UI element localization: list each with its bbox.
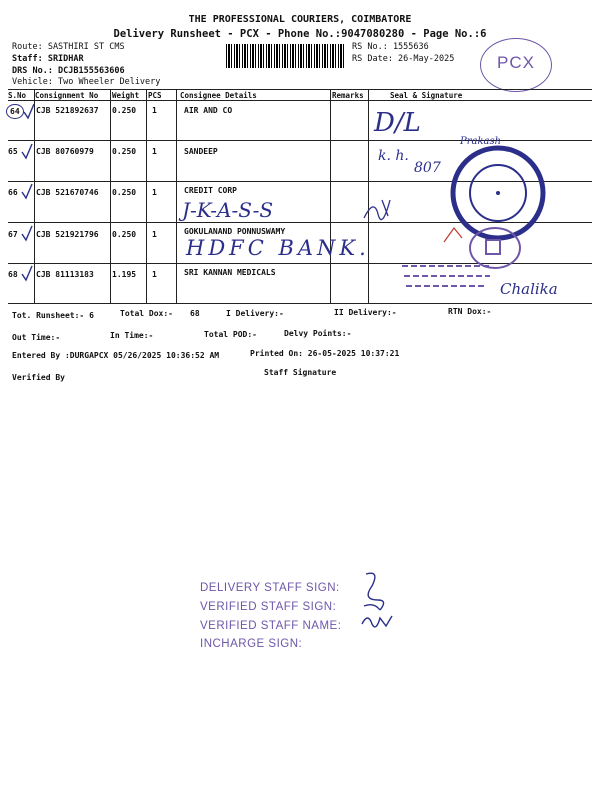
table-row-consignment: CJB 521921796 [36, 230, 99, 239]
out-time: Out Time:- [12, 333, 61, 342]
table-row-pcs: 1 [152, 188, 157, 197]
rtn-dox: RTN Dox:- [448, 307, 492, 316]
total-runsheet: Tot. Runsheet:- 6 [12, 311, 94, 320]
entered-by: Entered By :DURGAPCX 05/26/2025 10:36:52 AM [12, 351, 220, 360]
company-title: THE PROFESSIONAL COURIERS, COIMBATORE [188, 14, 412, 25]
total-pod: Total POD:- [204, 330, 257, 339]
staff-text: Staff: SRIDHAR [12, 54, 84, 64]
table-row-consignee: CREDIT CORP [184, 186, 237, 195]
table-row-weight: 0.250 [112, 188, 137, 197]
vehicle-text: Vehicle: Two Wheeler Delivery [12, 77, 161, 87]
header-consignee: Consignee Details [180, 91, 257, 100]
table-row-consignment: CJB 521892637 [36, 106, 99, 115]
table-row-pcs: 1 [152, 147, 157, 156]
signature-scribble-icon [360, 194, 400, 224]
printed-on: Printed On: 26-05-2025 10:37:21 [250, 349, 400, 358]
handwritten-number: 807 [414, 160, 441, 176]
table-row-consignment: CJB 521670746 [36, 188, 99, 197]
staff-signature-scribble-icon [356, 566, 412, 636]
header-remarks: Remarks [332, 91, 364, 100]
table-row-consignee: SANDEEP [184, 147, 218, 156]
handwritten-jkass: J-K-A-S-S [182, 198, 274, 222]
address-stamp-icon [398, 256, 498, 298]
verified-by: Verified By [12, 373, 65, 382]
handwritten-dl: D/L [374, 108, 421, 138]
stamp-incharge-sign: INCHARGE SIGN: [200, 638, 303, 650]
table-row-weight: 0.250 [112, 106, 137, 115]
drs-text: DRS No.: DCJB155563606 [12, 66, 125, 76]
stamp-delivery-staff-sign: DELIVERY STAFF SIGN: [200, 582, 340, 594]
handwritten-name: Prakash [460, 136, 502, 147]
table-row-sno: 66 [8, 188, 18, 197]
handwritten-hdfc: HDFC BANK. [186, 236, 370, 260]
table-row-consignment: CJB 80760979 [36, 147, 94, 156]
staff-signature-label: Staff Signature [264, 368, 337, 377]
header-pcs: PCS [148, 91, 162, 100]
table-row-weight: 1.195 [112, 270, 137, 279]
header-consignment: Consignment No [35, 91, 99, 100]
header-sno: S.No [8, 91, 27, 100]
table-row-consignee: GOKULANAND PONNUSWAMY [184, 227, 286, 236]
red-pen-mark-icon [440, 222, 470, 246]
total-dox-value: 68 [190, 309, 200, 318]
ii-delivery: II Delivery:- [334, 308, 397, 317]
table-row-pcs: 1 [152, 230, 157, 239]
table-row-sno: 67 [8, 230, 18, 239]
stamp-verified-staff-name: VERIFIED STAFF NAME: [200, 620, 342, 632]
table-row-pcs: 1 [152, 106, 157, 115]
pcx-stamp-text: PCX [497, 53, 535, 72]
table-row-consignee: SRI KANNAN MEDICALS [184, 268, 276, 277]
total-dox-label: Total Dox:- [120, 309, 173, 318]
barcode [226, 44, 346, 68]
table-row-sno: 64 [6, 104, 24, 119]
table-row-sno: 68 [8, 270, 18, 279]
delvy-points: Delvy Points:- [284, 329, 352, 338]
handwritten-signature: k. h. [378, 148, 409, 164]
table-row-pcs: 1 [152, 270, 157, 279]
header-seal: Seal & Signature [390, 91, 463, 100]
route-text: Route: SASTHIRI ST CMS [12, 42, 125, 52]
in-time: In Time:- [110, 331, 154, 340]
pcx-stamp [480, 38, 552, 92]
stamp-verified-staff-sign: VERIFIED STAFF SIGN: [200, 601, 337, 613]
i-delivery: I Delivery:- [226, 309, 284, 318]
table-row-weight: 0.250 [112, 230, 137, 239]
rs-date-text: RS Date: 26-May-2025 [352, 54, 455, 64]
runsheet-subtitle: Delivery Runsheet - PCX - Phone No.:9047080280 - Page No.:6 [113, 28, 487, 40]
header-weight: Weight [112, 91, 140, 100]
table-row-consignment: CJB 81113183 [36, 270, 94, 279]
rs-no-text: RS No.: 1555636 [352, 42, 429, 52]
handwritten-chalika: Chalika [500, 280, 558, 298]
table-row-weight: 0.250 [112, 147, 137, 156]
tick-marks-icon [0, 100, 40, 300]
table-row-consignee: AIR AND CO [184, 106, 233, 115]
table-row-sno: 65 [8, 147, 18, 156]
